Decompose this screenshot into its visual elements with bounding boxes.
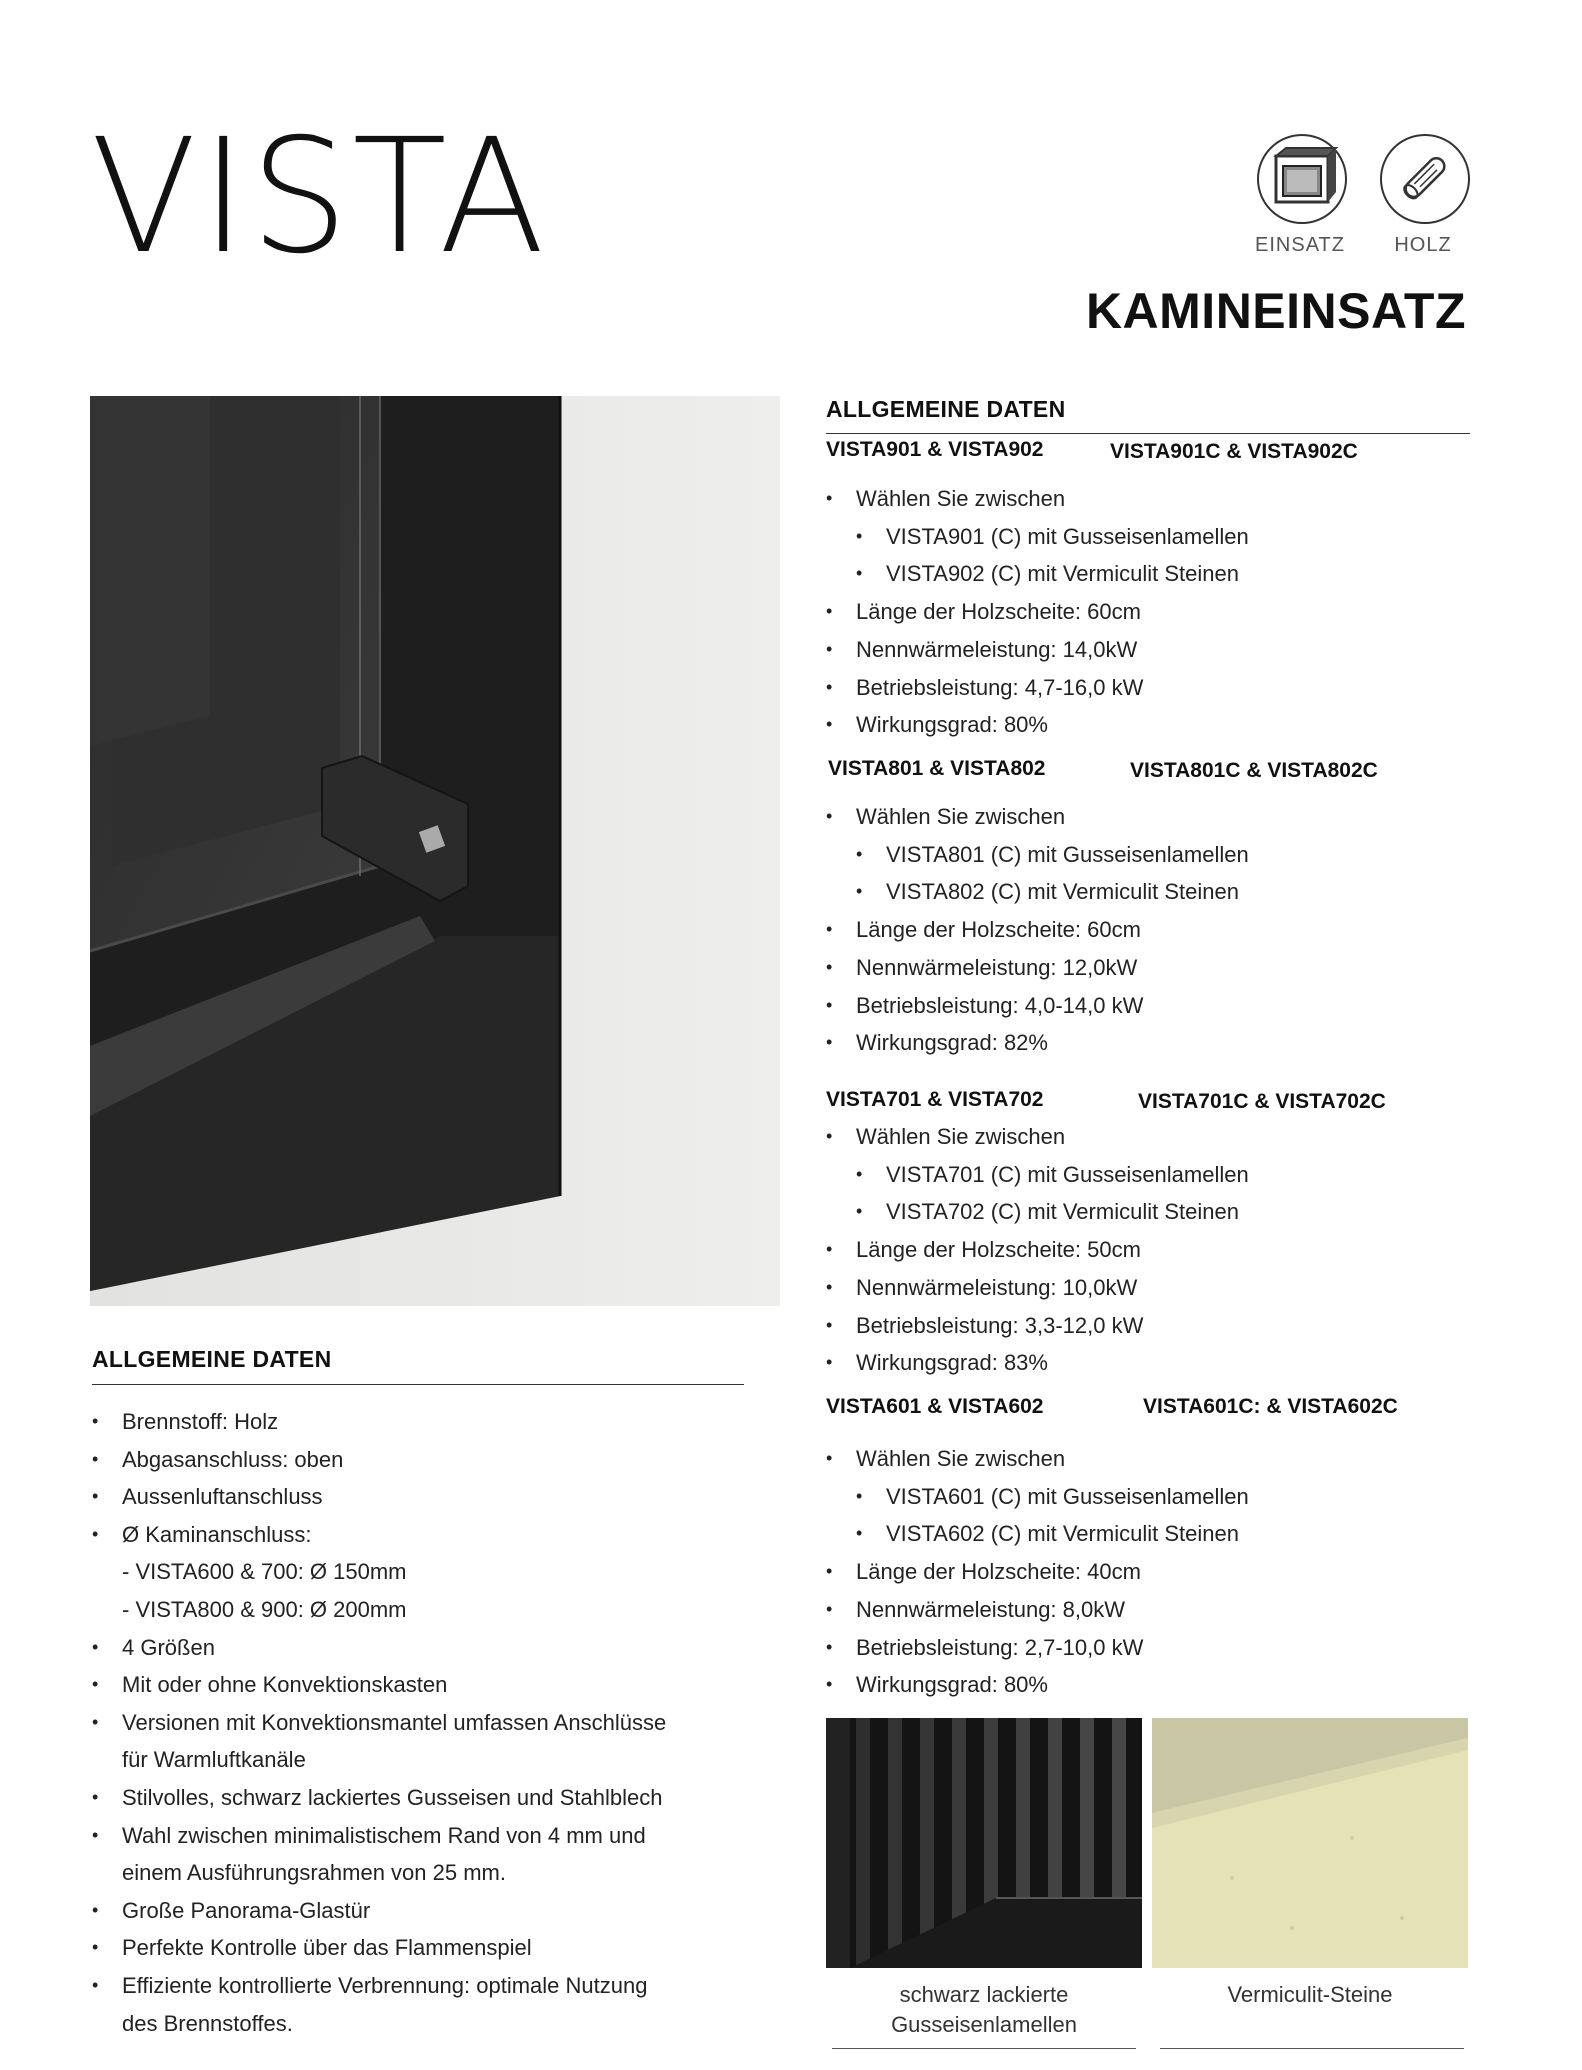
caption-line: schwarz lackierte — [899, 1982, 1069, 2007]
fireplace-photo — [90, 396, 780, 1306]
list-item: • VISTA901 (C) mit Gusseisenlamellen — [826, 518, 1466, 556]
model-group-2-list — [826, 798, 1466, 1062]
list-item: - VISTA800 & 900: Ø 200mm — [122, 1596, 407, 1622]
category-label-insert: EINSATZ — [1255, 234, 1345, 256]
list-item: • Aussenluftanschluss — [92, 1478, 772, 1516]
left-section-heading: ALLGEMEINE DATEN — [92, 1346, 332, 1372]
product-category-heading: KAMINEINSATZ — [1085, 283, 1466, 339]
list-item: • VISTA802 (C) mit Vermiculit Steinen — [826, 873, 1466, 911]
list-item: • Wählen Sie zwischen — [826, 1440, 1466, 1478]
list-item: • Wirkungsgrad: 80% — [826, 706, 1466, 744]
list-item: • Perfekte Kontrolle über das Flammenspiel — [92, 1929, 772, 1967]
model-group-3-list — [826, 1118, 1466, 1382]
list-item: • VISTA902 (C) mit Vermiculit Steinen — [826, 555, 1466, 593]
page-title: VISTA — [90, 105, 549, 289]
list-item: • Nennwärmeleistung: 14,0kW — [826, 631, 1466, 669]
list-item: - VISTA600 & 700: Ø 150mm — [122, 1559, 407, 1585]
list-item: • Wirkungsgrad: 82% — [826, 1024, 1466, 1062]
wood-log-icon — [1380, 134, 1470, 224]
list-item: • Mit oder ohne Konvektionskasten — [92, 1666, 772, 1704]
list-item: des Brennstoffes. — [122, 2010, 293, 2036]
caption-line: Gusseisenlamellen — [891, 2012, 1077, 2037]
list-item: • Wählen Sie zwischen — [826, 1118, 1466, 1156]
model-group-3-standard: VISTA701 & VISTA702 — [826, 1088, 1044, 1111]
list-item: • Betriebsleistung: 4,0-14,0 kW — [826, 987, 1466, 1025]
fireplace-insert-icon — [1257, 134, 1347, 224]
list-item: • Länge der Holzscheite: 60cm — [826, 911, 1466, 949]
caption-line: Vermiculit-Steine — [1227, 1982, 1393, 2007]
list-item: • Länge der Holzscheite: 40cm — [826, 1553, 1466, 1591]
list-item: • VISTA601 (C) mit Gusseisenlamellen — [826, 1478, 1466, 1516]
list-item: • Wirkungsgrad: 83% — [826, 1344, 1466, 1382]
list-item: • Nennwärmeleistung: 10,0kW — [826, 1269, 1466, 1307]
list-item: • Betriebsleistung: 4,7-16,0 kW — [826, 669, 1466, 707]
model-group-3-convection: VISTA701C & VISTA702C — [1138, 1090, 1386, 1113]
left-feature-list — [92, 1403, 772, 2042]
list-item: • VISTA702 (C) mit Vermiculit Steinen — [826, 1193, 1466, 1231]
model-group-1-list — [826, 480, 1466, 744]
list-item: • Große Panorama-Glastür — [92, 1892, 772, 1930]
list-item: • Betriebsleistung: 2,7-10,0 kW — [826, 1629, 1466, 1667]
right-section-heading: ALLGEMEINE DATEN — [826, 396, 1066, 422]
list-item: für Warmluftkanäle — [122, 1747, 306, 1773]
list-item: • Wählen Sie zwischen — [826, 798, 1466, 836]
model-group-1-convection: VISTA901C & VISTA902C — [1110, 440, 1358, 463]
list-item: • Nennwärmeleistung: 8,0kW — [826, 1591, 1466, 1629]
caption-rule — [832, 2048, 1136, 2049]
list-item: • VISTA602 (C) mit Vermiculit Steinen — [826, 1515, 1466, 1553]
list-item: einem Ausführungsrahmen von 25 mm. — [122, 1860, 506, 1886]
vermiculite-caption — [1152, 1980, 1468, 2010]
list-item: • 4 Größen — [92, 1629, 772, 1667]
model-group-1-standard: VISTA901 & VISTA902 — [826, 438, 1044, 461]
list-item: • VISTA801 (C) mit Gusseisenlamellen — [826, 836, 1466, 874]
left-section-rule — [92, 1384, 744, 1385]
list-item: • Länge der Holzscheite: 50cm — [826, 1231, 1466, 1269]
model-group-4-list — [826, 1440, 1466, 1704]
list-item: • Nennwärmeleistung: 12,0kW — [826, 949, 1466, 987]
right-section-rule — [826, 433, 1470, 434]
model-group-2-convection: VISTA801C & VISTA802C — [1130, 759, 1378, 782]
list-item: • Effiziente kontrollierte Verbrennung: optimale Nutzung — [92, 1967, 772, 2005]
model-group-4-standard: VISTA601 & VISTA602 — [826, 1395, 1044, 1418]
cast-iron-caption — [826, 1980, 1142, 2040]
list-item: • Betriebsleistung: 3,3-12,0 kW — [826, 1307, 1466, 1345]
list-item: • VISTA701 (C) mit Gusseisenlamellen — [826, 1156, 1466, 1194]
list-item: • Länge der Holzscheite: 60cm — [826, 593, 1466, 631]
vermiculite-stones-photo — [1152, 1718, 1468, 1968]
list-item: • Wahl zwischen minimalistischem Rand von 4 mm und — [92, 1817, 772, 1855]
list-item: • Wirkungsgrad: 80% — [826, 1666, 1466, 1704]
list-item: • Brennstoff: Holz — [92, 1403, 772, 1441]
list-item: • Ø Kaminanschluss: — [92, 1516, 772, 1554]
list-item: • Wählen Sie zwischen — [826, 480, 1466, 518]
caption-rule — [1160, 2048, 1464, 2049]
model-group-2-standard: VISTA801 & VISTA802 — [828, 757, 1046, 780]
category-label-wood: HOLZ — [1394, 234, 1452, 256]
list-item: • Abgasanschluss: oben — [92, 1441, 772, 1479]
model-group-4-convection: VISTA601C: & VISTA602C — [1143, 1395, 1398, 1418]
list-item: • Versionen mit Konvektionsmantel umfassen Anschlüsse — [92, 1704, 772, 1742]
cast-iron-lamellae-photo — [826, 1718, 1142, 1968]
list-item: • Stilvolles, schwarz lackiertes Gusseisen und Stahlblech — [92, 1779, 772, 1817]
